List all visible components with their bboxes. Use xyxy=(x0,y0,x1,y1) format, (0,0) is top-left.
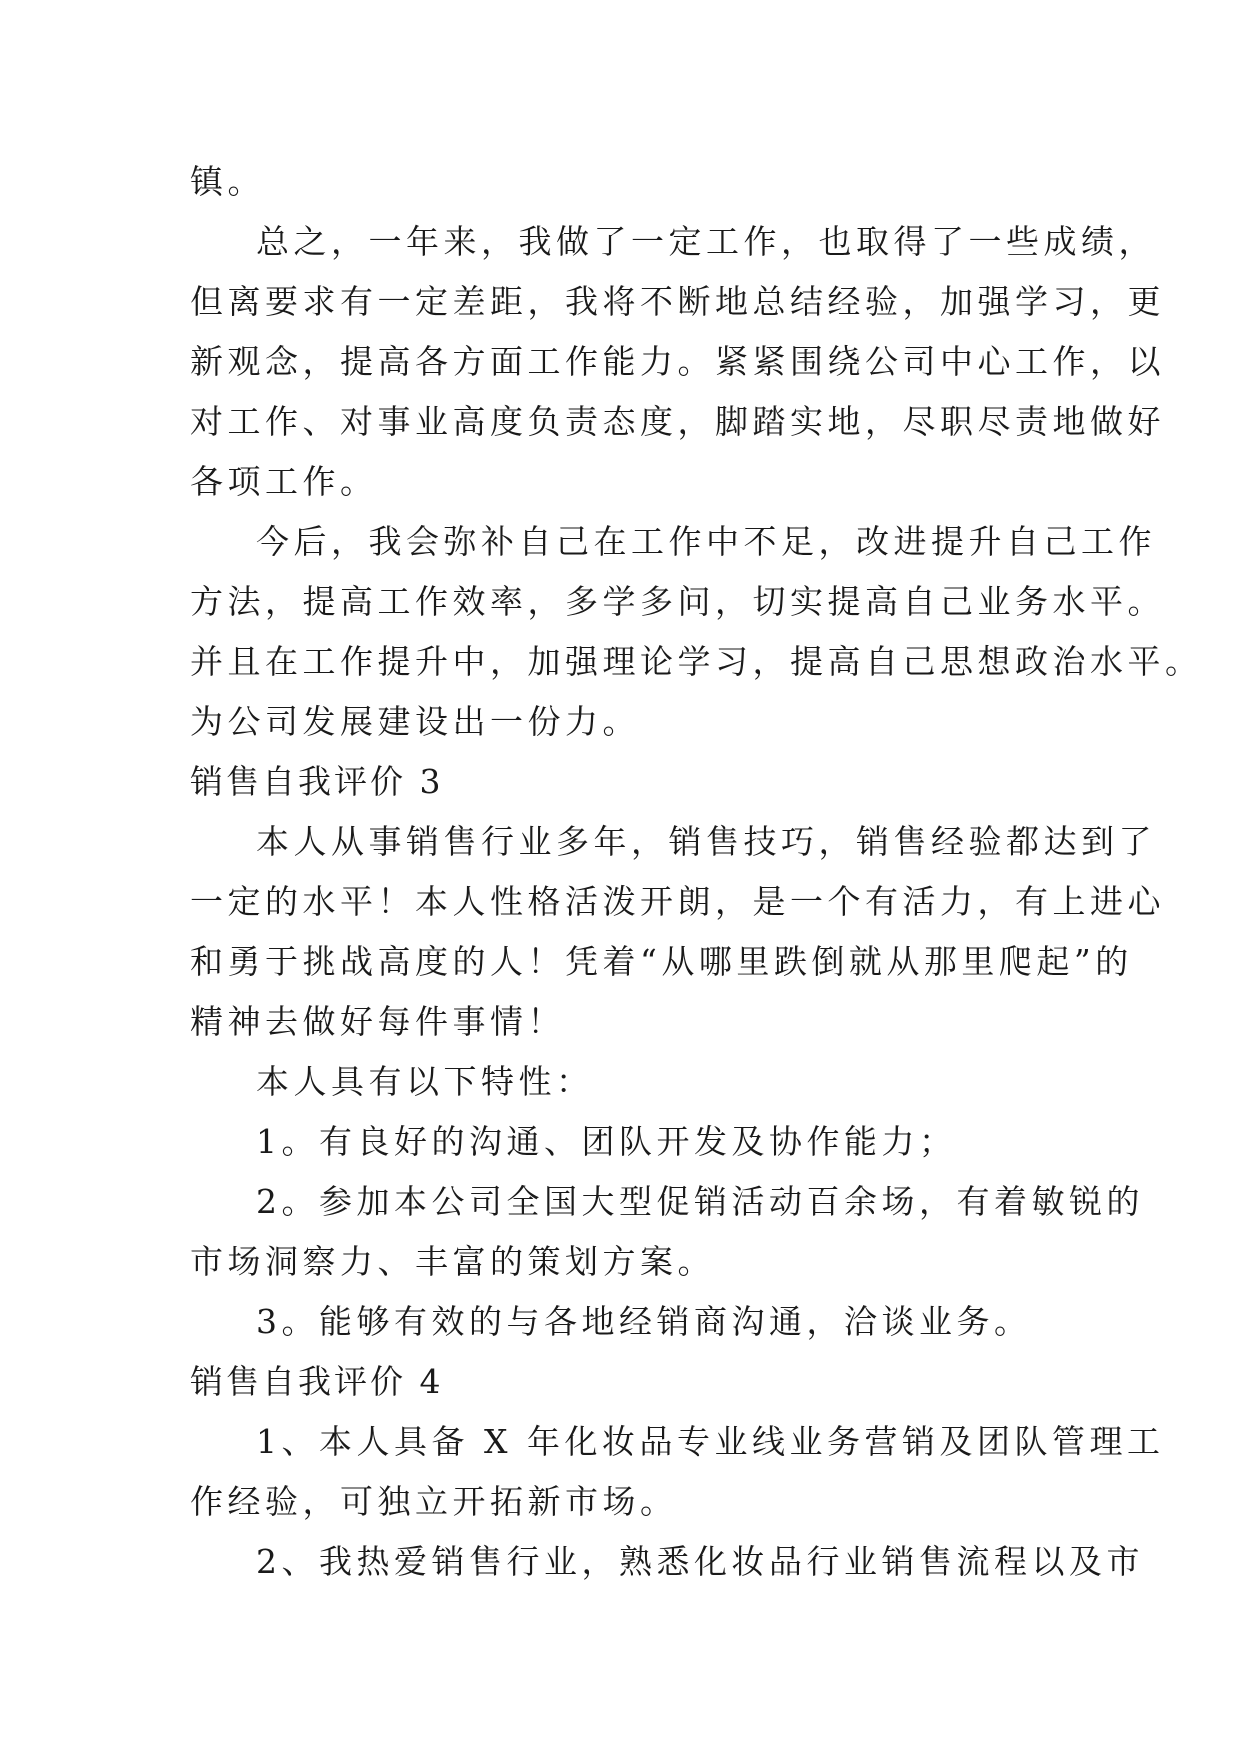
text-line: 市场洞察力、丰富的策划方案。 xyxy=(190,1242,715,1281)
list-item: 2、我热爱销售行业，熟悉化妆品行业销售流程以及市 xyxy=(256,1542,1144,1581)
text-line: 精神去做好每件事情！ xyxy=(190,1002,565,1041)
text-line: 但离要求有一定差距，我将不断地总结经验，加强学习，更 xyxy=(190,282,1165,321)
list-item: 1。有良好的沟通、团队开发及协作能力； xyxy=(256,1122,957,1161)
text-line: 作经验，可独立开拓新市场。 xyxy=(190,1482,678,1521)
text-line: 镇。 xyxy=(190,162,265,201)
document-body xyxy=(190,152,1203,1592)
text-line: 和勇于挑战高度的人！凭着“从哪里跌倒就从那里爬起”的 xyxy=(190,942,1133,981)
list-item: 3。能够有效的与各地经销商沟通，洽谈业务。 xyxy=(256,1302,1032,1341)
list-item: 2。参加本公司全国大型促销活动百余场，有着敏锐的 xyxy=(256,1182,1144,1221)
section-heading: 销售自我评价 4 xyxy=(190,1362,444,1401)
text-line: 各项工作。 xyxy=(190,462,378,501)
section-heading: 销售自我评价 3 xyxy=(190,762,444,801)
list-item: 1、本人具备 X 年化妆品专业线业务营销及团队管理工 xyxy=(256,1422,1165,1461)
text-line: 本人具有以下特性： xyxy=(256,1062,594,1101)
text-line: 并且在工作提升中，加强理论学习，提高自己思想政治水平。 xyxy=(190,642,1203,681)
text-line: 对工作、对事业高度负责态度，脚踏实地，尽职尽责地做好 xyxy=(190,402,1165,441)
text-line: 本人从事销售行业多年，销售技巧，销售经验都达到了 xyxy=(256,822,1156,861)
text-line: 今后，我会弥补自己在工作中不足，改进提升自己工作 xyxy=(256,522,1156,561)
text-line: 一定的水平！本人性格活泼开朗，是一个有活力，有上进心 xyxy=(190,882,1165,921)
text-line: 方法，提高工作效率，多学多问，切实提高自己业务水平。 xyxy=(190,582,1165,621)
text-line: 为公司发展建设出一份力。 xyxy=(190,702,640,741)
text-line: 新观念，提高各方面工作能力。紧紧围绕公司中心工作，以 xyxy=(190,342,1165,381)
text-line: 总之，一年来，我做了一定工作，也取得了一些成绩， xyxy=(256,222,1156,261)
